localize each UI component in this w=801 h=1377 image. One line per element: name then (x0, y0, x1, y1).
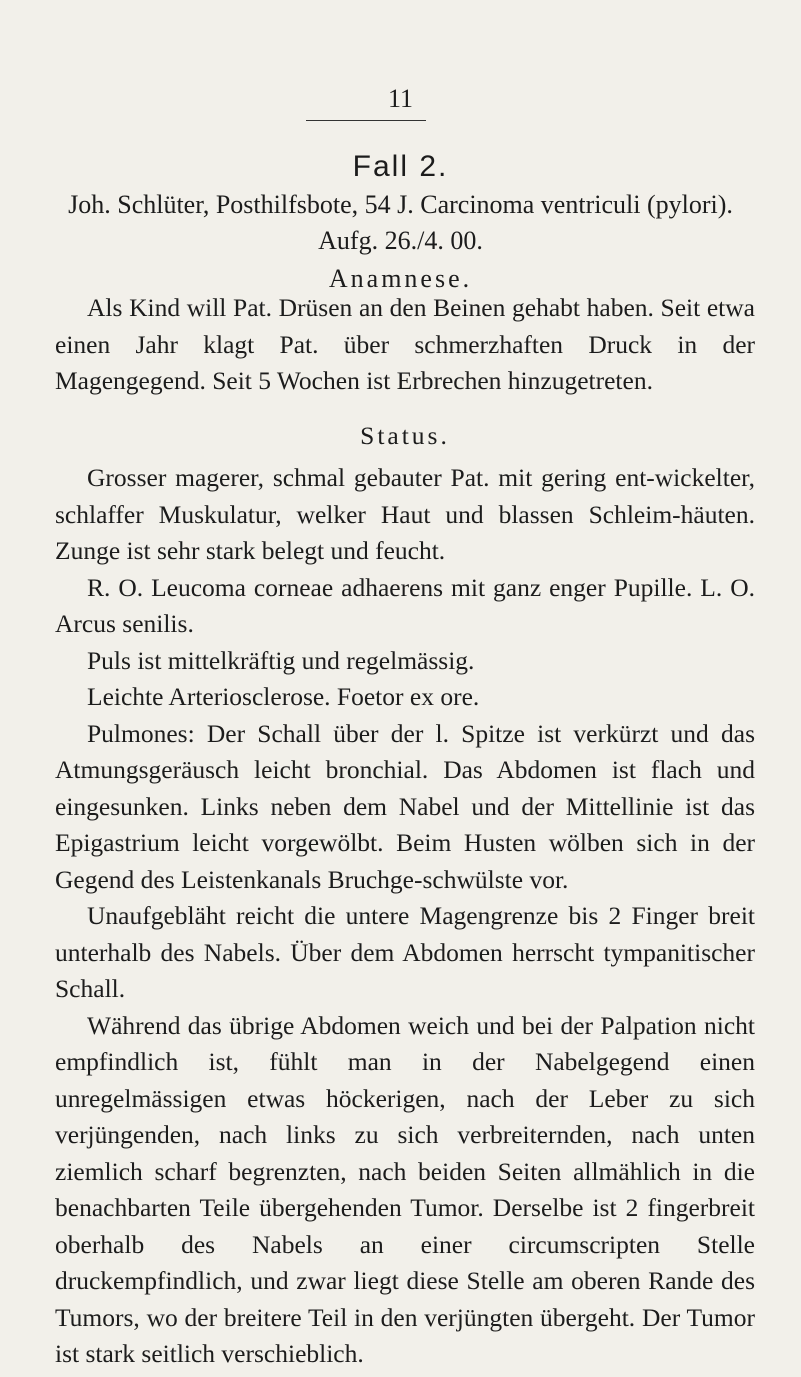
status-paragraph: Pulmones: Der Schall über der l. Spitze ist verkürzt und das Atmungsgeräusch leicht bronchial. Das Abdomen ist flach und eingesunken. Links neben dem Nabel und der Mittellinie ist das Epigastrium leicht vorgewölbt. Beim Husten wölben sich in der Gegend des Leistenkanals Bruchge-schwülste vor. (55, 718, 755, 894)
status-paragraph: Puls ist mittelkräftig und regelmässig. (87, 645, 475, 675)
status-heading: Status. (360, 420, 450, 450)
admission-date: Aufg. 26./4. 00. (318, 226, 483, 255)
status-paragraph: Während das übrige Abdomen weich und bei der Palpation nicht empfindlich ist, fühlt man in der Nabelgegend einen unregelmässigen etwas höckerigen, nach der Leber zu sich verjüngenden, nach links zu sich verbreiternden, nach unten ziemlich scharf begrenzten, nach beiden Seiten allmählich in die benachbarten Teile übergehenden Tumor. Derselbe ist 2 fingerbreit oberhalb des Nabels an einer circumscripten Stelle druckempfindlich, und zwar liegt diese Stelle am oberen Rande des Tumors, wo der breitere Teil in den verjüngten übergeht. Der Tumor ist stark seitlich verschieblich. (55, 1010, 755, 1368)
patient-line: Joh. Schlüter, Posthilfsbote, 54 J. Carcinoma ventriculi (pylori). (68, 190, 733, 219)
status-paragraph: Leichte Arteriosclerose. Foetor ex ore. (87, 682, 480, 711)
case-body (55, 290, 755, 1373)
status-paragraph: Unaufgebläht reicht die untere Magengrenze bis 2 Finger breit unterhalb des Nabels. Über dem Abdomen herrscht tympanitischer Schall. (55, 901, 755, 1003)
page-number: 11 (387, 84, 414, 113)
anamnese-paragraph: Als Kind will Pat. Drüsen an den Beinen gehabt haben. Seit etwa einen Jahr klagt Pat. über schmerzhaften Druck in der Magengegend. Seit 5 Wochen ist Erbrechen hinzugetreten. (55, 293, 755, 395)
case-title: Fall 2. (352, 150, 449, 183)
status-paragraph: Grosser magerer, schmal gebauter Pat. mit gering ent-wickelter, schlaffer Muskulatur, welker Haut und blassen Schleim-häuten. Zunge ist sehr stark belegt und feucht. (55, 463, 755, 565)
anamnese-heading: Anamnese. (328, 264, 473, 293)
header-rule (306, 120, 426, 121)
status-paragraph: R. O. Leucoma corneae adhaerens mit ganz enger Pupille. L. O. Arcus senilis. (55, 572, 755, 638)
